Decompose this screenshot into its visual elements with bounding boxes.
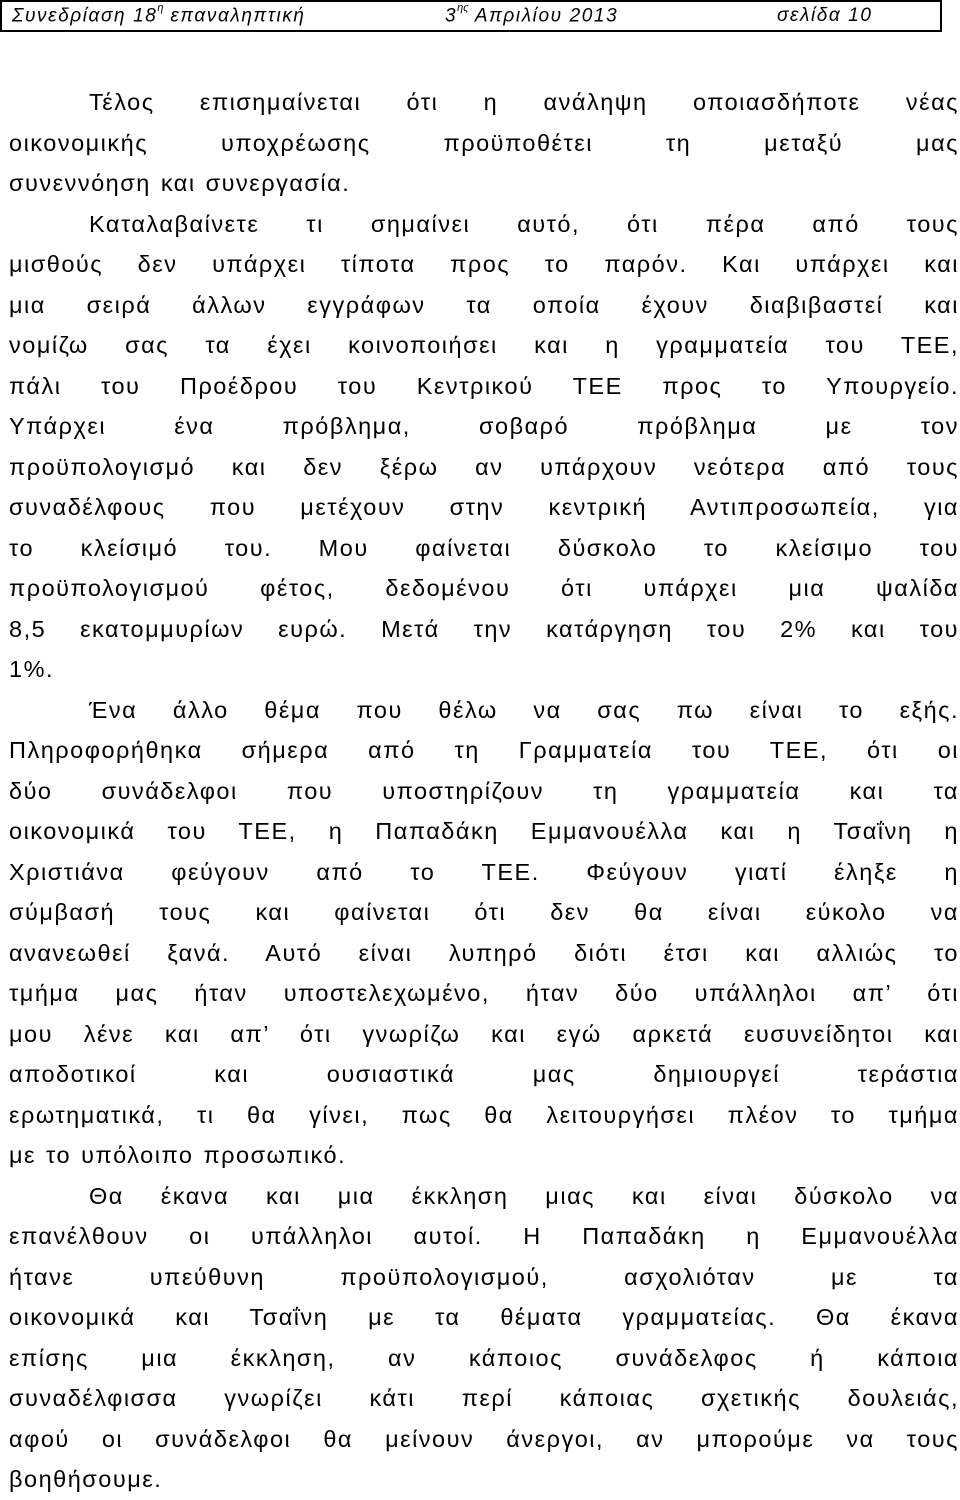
text-line: Χριστιάνα φεύγουν από το ΤΕΕ. Φεύγουν γιατί έληξε η xyxy=(9,858,959,885)
page-header xyxy=(0,0,942,32)
text-line: συνεννόηση και συνεργασία. xyxy=(9,170,351,196)
date-day: 3 xyxy=(445,5,458,27)
text-line: οικονομικά του ΤΕΕ, η Παπαδάκη Εμμανουέλλα και η Τσαΐνη η xyxy=(9,818,959,844)
text-line: πάλι του Προέδρου του Κεντρικού ΤΕΕ προς το Υπουργείο. xyxy=(9,372,959,399)
date-ordinal-suffix: ης xyxy=(457,2,469,14)
text-line: επίσης μια έκκληση, αν κάποιος συνάδελφος ή κάποια xyxy=(9,1344,959,1371)
text-line: μου λένε και απ’ ότι γνωρίζω και εγώ αρκετά ευσυνείδητοι και xyxy=(9,1020,959,1047)
text-line: Τέλος επισημαίνεται ότι η ανάληψη οποιασδήποτε νέας xyxy=(89,89,959,115)
text-line: επανέλθουν οι υπάλληλοι αυτοί. Η Παπαδάκη η Εμμανουέλλα xyxy=(9,1223,959,1249)
text-line: με το υπόλοιπο προσωπικό. xyxy=(9,1142,347,1168)
text-line: βοηθήσουμε. xyxy=(9,1466,163,1492)
text-line: αφού οι συνάδελφοι θα μείνουν άνεργοι, αν μπορούμε να τους xyxy=(9,1425,959,1452)
text-line: σύμβασή τους και φαίνεται ότι δεν θα είναι εύκολο να xyxy=(9,899,959,925)
text-line: νομίζω σας τα έχει κοινοποιήσει και η γραμματεία του ΤΕΕ, xyxy=(9,332,959,358)
text-line: συναδέλφους που μετέχουν στην κεντρική Αντιπροσωπεία, για xyxy=(9,494,959,520)
text-line: Καταλαβαίνετε τι σημαίνει αυτό, ότι πέρα από τους xyxy=(89,210,959,237)
text-line: αποδοτικοί και ουσιαστικά μας δημιουργεί τεράστια xyxy=(9,1061,959,1087)
text-line: οικονομικά και Τσαΐνη με τα θέματα γραμματείας. Θα έκανα xyxy=(9,1304,959,1330)
text-line: 8,5 εκατομμυρίων ευρώ. Μετά την κατάργηση του 2% και του xyxy=(9,615,959,642)
text-line: ανανεωθεί ξανά. Αυτό είναι λυπηρό διότι έτσι και αλλιώς το xyxy=(9,939,959,966)
text-line: συναδέλφισσα γνωρίζει κάτι περί κάποιας σχετικής δουλειάς, xyxy=(9,1385,959,1411)
text-line: οικονομικής υποχρέωσης προϋποθέτει τη μεταξύ μας xyxy=(9,129,959,156)
date-month-year: Απριλίου 2013 xyxy=(468,5,619,27)
text-line: προϋπολογισμού φέτος, δεδομένου ότι υπάρχει μια ψαλίδα xyxy=(9,575,959,601)
session-ordinal-suffix: η xyxy=(157,2,164,14)
date-label xyxy=(445,2,619,27)
text-line: ερωτηματικά, τι θα γίνει, πως θα λειτουργήσει πλέον το τμήμα xyxy=(9,1101,959,1128)
text-line: μια σειρά άλλων εγγράφων τα οποία έχουν διαβιβαστεί και xyxy=(9,291,959,318)
text-line: 1%. xyxy=(9,656,54,682)
text-line: Θα έκανα και μια έκκληση μιας και είναι δύσκολο να xyxy=(89,1182,959,1209)
page-number: σελίδα 10 xyxy=(777,5,873,26)
text-line: Υπάρχει ένα πρόβλημα, σοβαρό πρόβλημα με τον xyxy=(9,413,959,439)
text-line: Πληροφορήθηκα σήμερα από τη Γραμματεία του ΤΕΕ, ότι οι xyxy=(9,737,959,763)
session-type: επαναληπτική xyxy=(163,5,306,27)
text-line: δύο συνάδελφοι που υποστηρίζουν τη γραμματεία και τα xyxy=(9,777,959,804)
session-number: Συνεδρίαση 18 xyxy=(12,5,158,27)
text-line: τμήμα μας ήταν υποστελεχωμένο, ήταν δύο υπάλληλοι απ’ ότι xyxy=(9,980,959,1006)
text-line: ήτανε υπεύθυνη προϋπολογισμού, ασχολιόταν με τα xyxy=(9,1263,959,1290)
text-line: το κλείσιμό του. Μου φαίνεται δύσκολο το κλείσιμο του xyxy=(9,534,959,561)
document-body xyxy=(9,82,959,1500)
text-line: μισθούς δεν υπάρχει τίποτα προς το παρόν. Και υπάρχει και xyxy=(9,251,959,277)
text-line: προϋπολογισμό και δεν ξέρω αν υπάρχουν νεότερα από τους xyxy=(9,453,959,480)
session-label xyxy=(12,2,306,27)
text-line: Ένα άλλο θέμα που θέλω να σας πω είναι το εξής. xyxy=(89,696,959,723)
